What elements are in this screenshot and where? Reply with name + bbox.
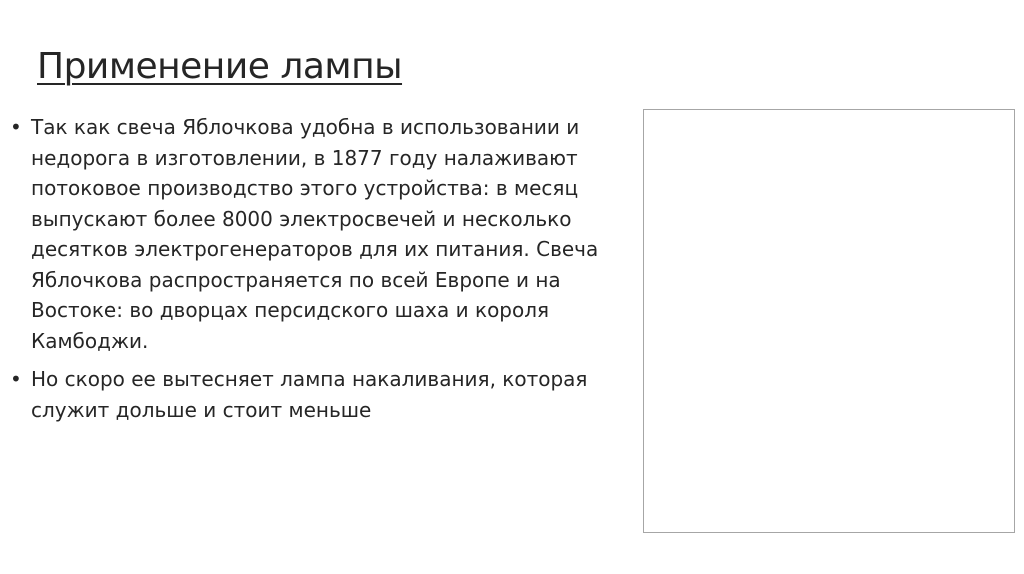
bullet-text: Но скоро ее вытесняет лампа накаливания, которая служит дольше и стоит меньше — [31, 367, 588, 422]
bullet-text: Так как свеча Яблочкова удобна в использовании и недорога в изготовлении, в 1877 году налаживают потоковое производство этого устройства: в месяц выпускают более 8000 электросвечей и несколько десятков электрогенераторов для их питания. Свеча Яблочкова распространяется по всей Европе и на Востоке: во дворцах персидского шаха и короля Камбоджи. — [31, 115, 599, 353]
bullet-item — [10, 364, 642, 425]
bullet-marker: • — [10, 367, 22, 391]
bullet-list — [10, 112, 642, 433]
bullet-item — [10, 112, 642, 356]
bullet-marker: • — [10, 115, 22, 139]
slide-title: Применение лампы — [37, 46, 403, 87]
image-placeholder — [643, 109, 1015, 533]
